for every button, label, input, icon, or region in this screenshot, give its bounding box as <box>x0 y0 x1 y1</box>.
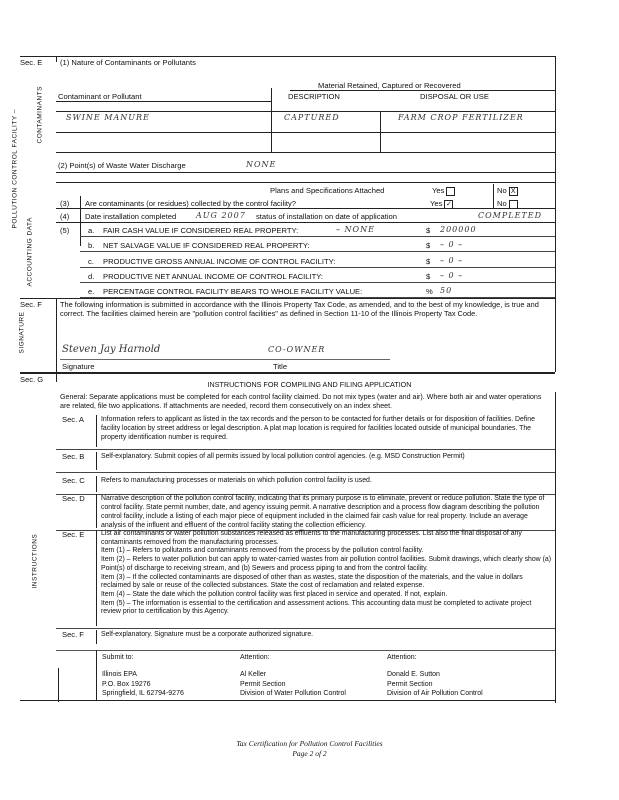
divider <box>80 267 555 268</box>
signature-value[interactable]: Steven Jay Harnold <box>62 344 161 355</box>
item-label: NET SALVAGE VALUE IF CONSIDERED REAL PROPERTY: <box>103 241 310 251</box>
q4-status-label: status of installation on date of application <box>256 212 397 221</box>
q4-date-value[interactable]: AUG 2007 <box>196 211 246 220</box>
instruction-section-label: Sec. E <box>62 530 85 539</box>
item-note[interactable]: – NONE <box>336 225 375 234</box>
divider <box>20 56 555 57</box>
item-label: PRODUCTIVE GROSS ANNUAL INCOME OF CONTROL FACILITY: <box>103 256 336 266</box>
item-unit: $ <box>426 226 431 235</box>
divider <box>290 90 555 91</box>
divider <box>56 472 555 473</box>
side-label-pollution: POLLUTION CONTROL FACILITY – <box>11 109 19 229</box>
page-number: Page 2 of 2 <box>292 749 327 758</box>
divider <box>56 628 555 629</box>
sec-e-label: Sec. E <box>20 58 43 67</box>
item-label: PRODUCTIVE NET ANNUAL INCOME OF CONTROL FACILITY: <box>103 271 323 281</box>
plans-no-option[interactable] <box>497 186 518 196</box>
address-line: Donald E. Sutton <box>387 671 440 678</box>
divider <box>96 415 97 447</box>
side-label-accounting: ACCOUNTING DATA <box>26 217 34 287</box>
title-label: Title <box>273 362 288 371</box>
divider <box>58 668 59 702</box>
item-letter: d. <box>88 271 95 281</box>
address-line: Permit Section <box>387 680 433 688</box>
instruction-text: Self-explanatory. Signature must be a corporate authorized signature. <box>101 631 314 638</box>
item-label: PERCENTAGE CONTROL FACILITY BEARS TO WHOLE FACILITY VALUE: <box>103 287 363 297</box>
plans-yes-checkbox[interactable] <box>446 187 455 196</box>
instruction-text: Self-explanatory. Submit copies of all permits issued by local pollution control agencies. (e.g. MSD Construction Permit) <box>101 453 465 460</box>
description-value[interactable]: CAPTURED <box>284 113 340 122</box>
divider <box>96 530 97 626</box>
item-letter: b. <box>88 241 95 251</box>
divider <box>493 184 494 208</box>
address-line: Al Keller <box>240 671 267 678</box>
yes-label: Yes <box>430 199 443 208</box>
divider <box>96 650 97 700</box>
divider <box>80 236 555 237</box>
divider <box>80 196 81 246</box>
q4-label: Date installation completed <box>85 212 177 221</box>
divider <box>96 494 97 528</box>
divider <box>56 650 555 651</box>
divider <box>96 452 97 470</box>
divider <box>56 172 555 173</box>
address-line: P.O. Box 19276 <box>102 680 151 688</box>
instruction-section-label: Sec. A <box>62 415 84 424</box>
item-label: FAIR CASH VALUE IF CONSIDERED REAL PROPERTY: <box>103 226 299 235</box>
address-line: Permit Section <box>240 680 286 688</box>
plans-yes-option[interactable] <box>432 186 455 196</box>
instructions-title: INSTRUCTIONS FOR COMPILING AND FILING APPLICATION <box>207 380 412 389</box>
footer-title: Tax Certification for Pollution Control Facilities <box>236 739 383 748</box>
nature-title: (1) Nature of Contaminants or Pollutants <box>60 58 196 67</box>
divider <box>56 182 555 183</box>
no-label: No <box>497 186 507 195</box>
divider <box>56 152 555 153</box>
discharge-label: (2) Point(s) of Waste Water Discharge <box>58 161 186 170</box>
divider <box>96 476 97 492</box>
item-unit: $ <box>426 256 431 266</box>
divider <box>20 700 555 701</box>
side-label-instructions: INSTRUCTIONS <box>31 533 39 589</box>
sec-g-label: Sec. G <box>20 375 44 384</box>
divider <box>56 111 555 112</box>
instruction-section-label: Sec. C <box>62 476 85 485</box>
address-line: Springfield, IL 62794-9276 <box>102 690 184 697</box>
submit-column-header: Attention: <box>387 654 417 661</box>
item-unit: $ <box>426 271 431 281</box>
col-disposal: DISPOSAL OR USE <box>420 92 489 101</box>
item-unit: % <box>426 287 433 297</box>
instruction-section-label: Sec. D <box>62 494 85 503</box>
contaminant-value[interactable]: SWINE MANURE <box>66 113 150 122</box>
item-value[interactable]: – 0 – <box>440 255 464 265</box>
item-letter: c. <box>88 256 94 266</box>
item-value[interactable]: – 0 – <box>440 240 464 250</box>
submit-column-header: Submit to: <box>102 654 134 661</box>
item-value[interactable]: 200000 <box>440 225 477 234</box>
material-header: Material Retained, Captured or Recovered <box>318 81 461 90</box>
side-label-signature: SIGNATURE <box>18 311 26 354</box>
divider <box>56 132 555 133</box>
item-value[interactable]: 50 <box>440 286 453 296</box>
address-line: Illinois EPA <box>102 671 137 678</box>
divider <box>96 630 97 644</box>
instruction-section-label: Sec. F <box>62 630 84 639</box>
yes-label: Yes <box>432 186 445 195</box>
divider <box>20 298 555 299</box>
side-label-contaminants: CONTAMINANTS <box>36 85 44 144</box>
divider <box>271 88 272 152</box>
certification-statement: The following information is submitted in accordance with the Illinois Property Tax Code, as amended, and to the best of my knowledge, is true and correct. The facilities claimed herein are "pollution control facilities" as defined in Section 11-10 of the Illinois Property Tax Code. <box>60 300 539 319</box>
right-border <box>555 392 556 703</box>
divider <box>56 298 57 372</box>
discharge-value[interactable]: NONE <box>246 160 277 169</box>
address-line: Division of Air Pollution Control <box>387 690 483 697</box>
divider <box>80 282 555 283</box>
no-label: No <box>497 199 507 208</box>
right-border <box>555 56 556 336</box>
item-unit: $ <box>426 241 431 251</box>
instruction-text: Refers to manufacturing processes or materials on which pollution control facility is used. <box>101 477 372 484</box>
divider <box>56 208 555 209</box>
plans-label: Plans and Specifications Attached <box>270 186 385 195</box>
divider <box>56 56 57 62</box>
sec-f-label: Sec. F <box>20 300 42 309</box>
instruction-text: List air contaminants or water pollution substances released as effluents to the manufacturing processes. List also the final disposal of any contaminants removed from the manufacturing processes. Item (1) – Refers to pollutants and contaminants removed from the process by the pollution control facility. Item (2) – Refers to water pollution but can apply to water-carried wastes from air pollution control facilities. Submit drawings, which clearly show (a) Point(s) of discharge to receiving stream, and (b) Sewers and process piping to and from the control facility. Item (3) – If the collected contaminants are disposed of other than as wastes, state the disposition of the materials, and the value in dollars reclaimed by sale or reuse of the collected substances. State the cost of reclamation and related expense. Item (4) – State the date which the pollution control facility was first placed in service and operated. If not, explain. Item (5) – The information is essential to the certification and assessment actions. This accounting data must be completed to activate project review prior to certification by this Agency. <box>101 530 551 616</box>
instruction-text: Narrative description of the pollution control facility, indicating that its primary purpose is to eliminate, prevent or reduce pollution. State the type of control facility. State permit number, date, and agency issuing permit. A narrative description and a process flow diagram describing the pollution control facility, include a listing of each major piece of equipment included in the claimed fair cash value for real property. Include an average analysis of the influent and effluent of the control facility stating the collection efficiency. <box>101 495 545 529</box>
q4-number: (4) <box>60 212 70 221</box>
divider <box>60 359 390 360</box>
instruction-text: Information refers to applicant as listed in the tax records and the person to be contacted for further details or for disposition of facilities. Define facility location by street address or legal description. A plat map location is required for facilities located outside of municipal boundaries. The property identification number is required. <box>101 416 535 441</box>
plans-no-checkbox[interactable]: X <box>509 187 518 196</box>
submit-column-header: Attention: <box>240 654 270 661</box>
divider <box>20 372 555 374</box>
item-letter: e. <box>88 287 95 297</box>
q4-status-value[interactable]: COMPLETED <box>478 211 542 220</box>
general-instructions: General: Separate applications must be completed for each control facility claimed. Do not mix types (water and air). Where both air and water operations are related, file two applications. If attachments are needed, record them consecutively on an index sheet. <box>60 393 542 411</box>
item-value[interactable]: – 0 – <box>440 270 464 280</box>
disposal-value[interactable]: FARM CROP FERTILIZER <box>398 113 524 122</box>
address-line: Division of Water Pollution Control <box>240 690 346 697</box>
instruction-section-label: Sec. B <box>62 452 85 461</box>
col-description: DESCRIPTION <box>288 92 340 101</box>
col-contaminant: Contaminant or Pollutant <box>58 92 142 101</box>
divider <box>555 335 556 372</box>
divider <box>80 251 555 252</box>
q3-label: Are contaminants (or residues) collected by the control facility? <box>85 199 297 208</box>
title-value[interactable]: CO-OWNER <box>268 345 326 354</box>
divider <box>56 101 271 102</box>
q3-number: (3) <box>60 199 70 208</box>
q3-yes-checkbox[interactable]: ✓ <box>445 200 452 208</box>
signature-label: Signature <box>62 362 95 371</box>
item-letter: a. <box>88 226 95 235</box>
divider <box>56 449 555 450</box>
divider <box>56 222 555 223</box>
q5-number: (5) <box>60 226 70 235</box>
